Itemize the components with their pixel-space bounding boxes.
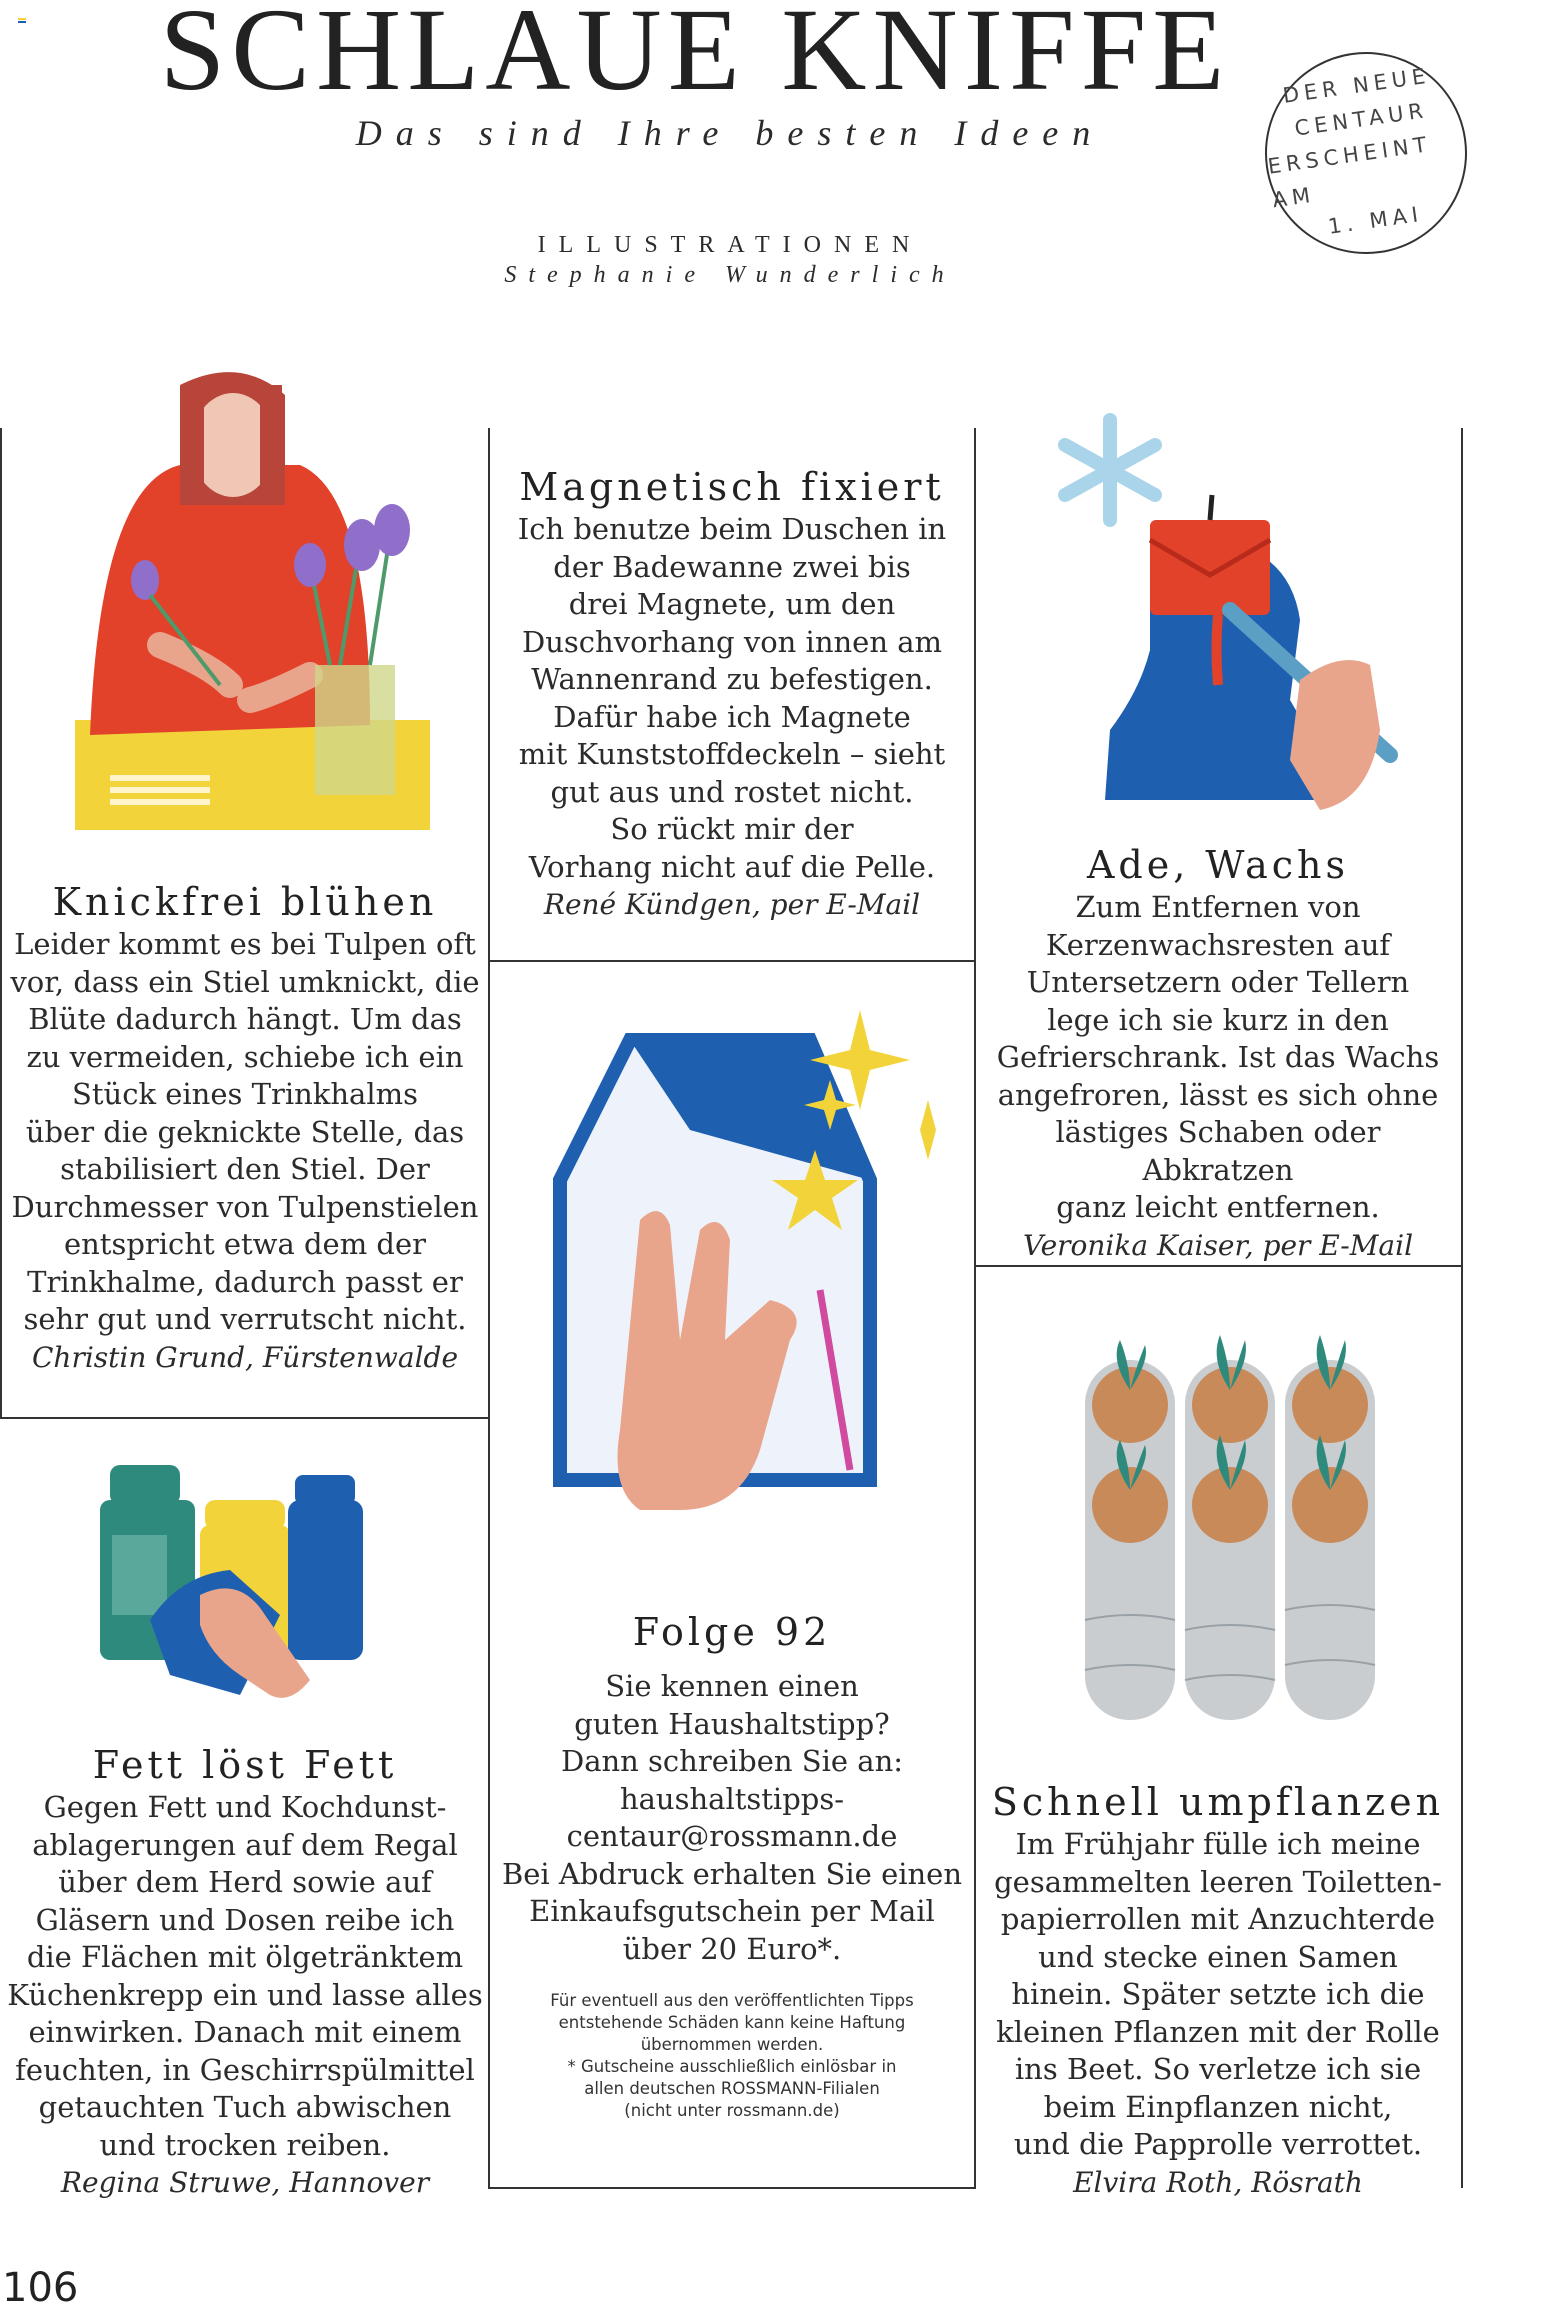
illustrator-name: Stephanie Wunderlich: [504, 262, 956, 288]
tip-line: und stecke einen Samen: [1038, 1939, 1398, 1974]
tip-line: vor, dass ein Stiel umknickt, die: [10, 964, 480, 999]
tip-line: der Badewanne zwei bis: [553, 549, 911, 584]
folge-title: Folge 92: [632, 1610, 832, 1654]
tip-line: Durchmesser von Tulpenstielen: [11, 1189, 479, 1224]
seedling-rolls-illustration: [1070, 1320, 1410, 1730]
folge-line: guten Haushaltstipp?: [574, 1706, 890, 1741]
tip-line: Blüte dadurch hängt. Um das: [28, 1002, 462, 1036]
tip-line: Vorhang nicht auf die Pelle.: [528, 849, 936, 884]
grid-line: [488, 428, 490, 2188]
tip-author: Veronika Kaiser, per E-Mail: [1022, 1228, 1414, 1262]
grid-line: [488, 960, 976, 962]
tip-line: drei Magnete, um den: [568, 587, 896, 621]
tip-line: Duschvorhang von innen am: [521, 624, 943, 659]
folge-line: über 20 Euro*.: [622, 1931, 842, 1966]
tip-author: Regina Struwe, Hannover: [60, 2166, 430, 2199]
tip-title: Ade, Wachs: [1086, 843, 1350, 887]
tip-title: Fett löst Fett: [92, 1743, 398, 1787]
tip-line: feuchten, in Geschirrspülmittel: [15, 2052, 475, 2087]
tip-author: René Kündgen, per E-Mail: [543, 888, 921, 921]
tip-line: sehr gut und verrutscht nicht.: [23, 1302, 467, 1336]
tip-magnetisch: [492, 465, 972, 924]
grid-line: [0, 1417, 489, 1419]
illustrations-label: ILLUSTRATIONEN: [537, 232, 923, 258]
tip-line: So rückt mir der: [610, 812, 854, 846]
seal-line: CENTAUR: [1293, 98, 1430, 141]
tip-line: Untersetzern oder Tellern: [1026, 965, 1410, 999]
tip-title: Magnetisch fixiert: [519, 465, 945, 509]
tip-line: beim Einpflanzen nicht,: [1043, 2089, 1393, 2124]
tip-line: die Flächen mit ölgetränktem: [26, 1940, 464, 1974]
tip-line: und die Papprolle verrottet.: [1013, 2127, 1423, 2161]
tip-line: Gegen Fett und Kochdunst-: [43, 1790, 447, 1824]
tip-line: Küchenkrepp ein und lasse alles: [7, 1977, 483, 2012]
tip-author: Elvira Roth, Rösrath: [1073, 2165, 1363, 2199]
tip-line: Stück eines Trinkhalms: [72, 1077, 418, 1111]
tip-title: Knickfrei blühen: [52, 880, 438, 924]
tip-line: Gläsern und Dosen reibe ich: [35, 1902, 455, 1937]
tip-line: einwirken. Danach mit einem: [28, 2015, 462, 2049]
tip-line: kleinen Pflanzen mit der Rolle: [996, 2014, 1440, 2049]
tulip-illustration: [70, 365, 440, 835]
tip-line: mit Kunststoffdeckeln – sieht: [518, 737, 946, 771]
tip-line: getauchten Tuch abwischen: [38, 2090, 452, 2124]
folge-line: Dann schreiben Sie an:: [560, 1744, 904, 1778]
registration-mark-icon: [18, 18, 26, 23]
jars-illustration: [90, 1455, 390, 1725]
seal-line: DER NEUE: [1281, 63, 1432, 108]
fine-print-line: entstehende Schäden kann keine Haftung: [558, 2013, 906, 2032]
tip-line: und trocken reiben.: [99, 2127, 391, 2162]
tip-line: hinein. Später setzte ich die: [1011, 1977, 1425, 2011]
page-subtitle: Das sind Ihre besten Ideen: [355, 113, 1105, 153]
folge-box: [492, 1610, 972, 2122]
tip-line: ins Beet. So verletze ich sie: [1014, 2052, 1422, 2086]
folge-line: Sie kennen einen: [605, 1669, 859, 1703]
fine-print-line: * Gutscheine ausschließlich einlösbar in: [567, 2057, 897, 2076]
tip-line: über dem Herd sowie auf: [58, 1865, 432, 1899]
tip-line: gesammelten leeren Toiletten-: [994, 1864, 1442, 1899]
tip-line: ablagerungen auf dem Regal: [32, 1827, 458, 1862]
tip-fett: [5, 1743, 485, 2202]
grid-line: [974, 428, 976, 2188]
tip-line: über die geknickte Stelle, das: [25, 1114, 465, 1149]
release-seal: [1252, 39, 1480, 267]
tip-line: Wannenrand zu befestigen.: [531, 662, 933, 696]
house-magnet-illustration: [540, 1010, 940, 1530]
tip-author: Christin Grund, Fürstenwalde: [31, 1340, 459, 1374]
tip-umpflanzen: [977, 1780, 1459, 2201]
fine-print-line: (nicht unter rossmann.de): [624, 2101, 840, 2120]
tip-knickfrei: [5, 880, 485, 1376]
tip-line: zu vermeiden, schiebe ich ein: [26, 1039, 464, 1074]
seal-line: 1. MAI: [1326, 201, 1425, 239]
tip-line: Kerzenwachsresten auf: [1045, 927, 1391, 962]
fine-print-line: übernommen werden.: [640, 2035, 824, 2054]
tip-line: Dafür habe ich Magnete: [553, 699, 911, 734]
tip-line: papierrollen mit Anzuchterde: [1000, 1902, 1436, 1936]
seal-line: ERSCHEINT AM: [1266, 131, 1433, 213]
folge-line: Bei Abdruck erhalten Sie einen: [501, 1856, 963, 1891]
page-title: SCHLAUE KNIFFE: [159, 0, 1231, 115]
tip-line: entspricht etwa dem der: [63, 1227, 427, 1261]
tip-line: ganz leicht entfernen.: [1056, 1190, 1380, 1224]
grid-line: [974, 1265, 1462, 1267]
fine-print-line: Für eventuell aus den veröffentlichten Tipps: [550, 1991, 914, 2010]
tip-line: angefroren, lässt es sich ohne: [997, 1077, 1439, 1112]
grid-line: [488, 2187, 976, 2189]
tip-line: Zum Entfernen von: [1075, 890, 1361, 924]
tip-line: Ich benutze beim Duschen in: [517, 512, 947, 546]
tip-line: gut aus und rostet nicht.: [550, 774, 914, 809]
tip-line: Gefrierschrank. Ist das Wachs: [996, 1040, 1440, 1074]
grid-line: [0, 428, 2, 1418]
wax-illustration: [1040, 400, 1420, 820]
folge-email[interactable]: centaur@rossmann.de: [566, 1819, 898, 1853]
tip-line: lästiges Schaben oder Abkratzen: [1055, 1115, 1381, 1187]
fine-print-line: allen deutschen ROSSMANN-Filialen: [584, 2079, 880, 2098]
tip-line: lege ich sie kurz in den: [1047, 1002, 1389, 1037]
tip-wachs: [977, 843, 1459, 1264]
tip-line: stabilisiert den Stiel. Der: [60, 1152, 430, 1186]
tip-line: Im Frühjahr fülle ich meine: [1015, 1827, 1421, 1861]
tip-line: Leider kommt es bei Tulpen oft: [14, 927, 476, 961]
tip-title: Schnell umpflanzen: [991, 1780, 1445, 1824]
grid-line: [1461, 428, 1463, 2188]
page-number: 106: [2, 2265, 79, 2311]
folge-line: Einkaufsgutschein per Mail: [529, 1894, 935, 1928]
tip-line: Trinkhalme, dadurch passt er: [27, 1264, 463, 1299]
folge-email[interactable]: haushaltstipps-: [619, 1781, 845, 1816]
